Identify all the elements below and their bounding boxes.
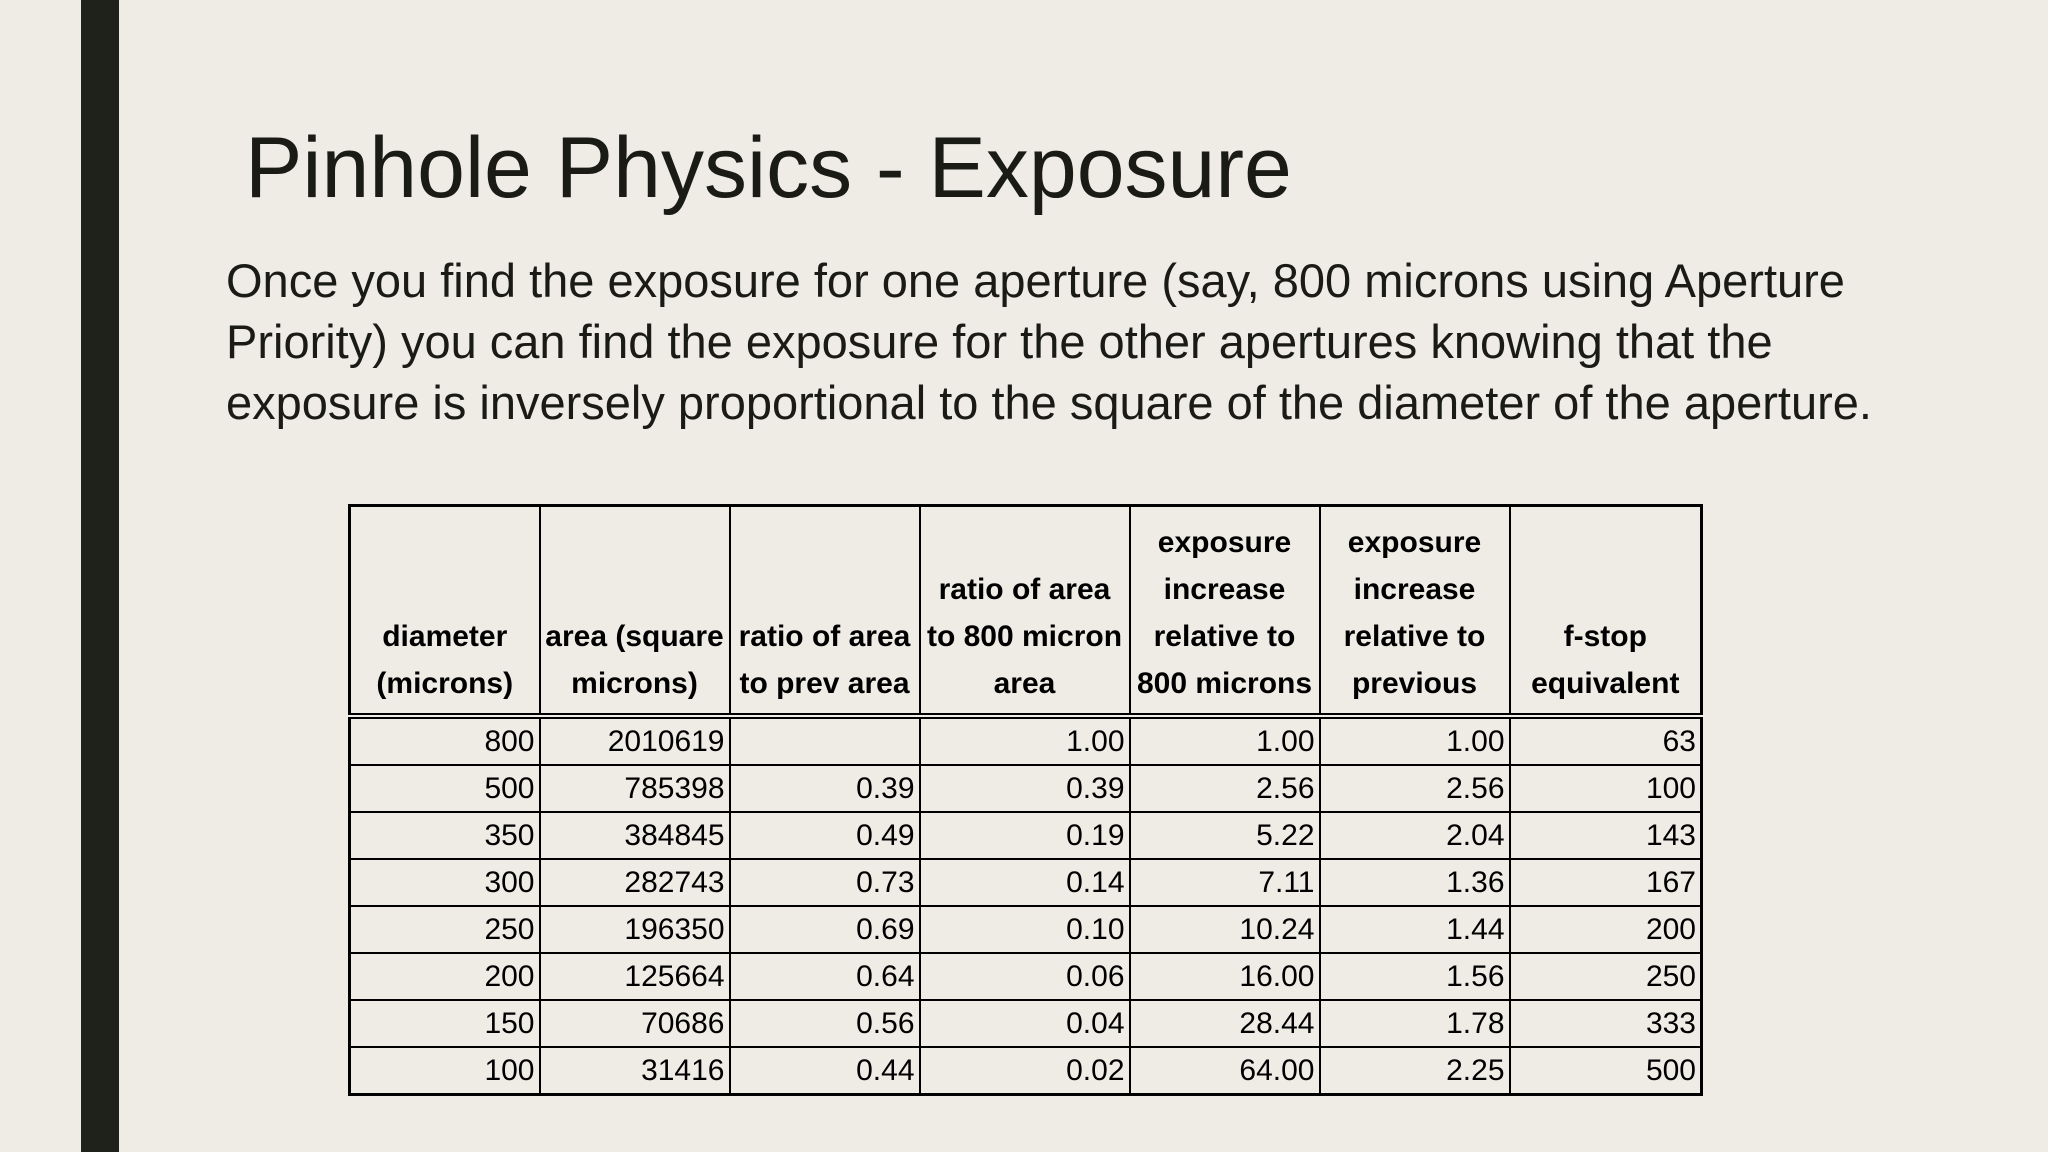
table-body	[350, 716, 1702, 1095]
table-cell: 1.78	[1320, 1000, 1510, 1047]
table-cell: 2.56	[1130, 765, 1320, 812]
table-row	[350, 812, 1702, 859]
table-cell: 1.00	[1320, 716, 1510, 765]
table-cell: 31416	[540, 1047, 730, 1095]
table-cell: 785398	[540, 765, 730, 812]
slide-body-text: Once you find the exposure for one aperture (say, 800 microns using Aperture Priority) you can find the exposure for the other apertures knowing that the exposure is inversely proportional to the square of the diameter of the aperture.	[226, 254, 1872, 429]
slide-accent-bar	[81, 0, 119, 1152]
header-diameter: diameter (microns)	[350, 506, 540, 717]
table-cell: 200	[350, 953, 540, 1000]
table-cell: 0.73	[730, 859, 920, 906]
table-cell: 200	[1510, 906, 1702, 953]
table-cell: 64.00	[1130, 1047, 1320, 1095]
table-cell: 1.00	[1130, 716, 1320, 765]
table-cell: 0.19	[920, 812, 1130, 859]
table-cell: 2010619	[540, 716, 730, 765]
table-cell: 0.56	[730, 1000, 920, 1047]
table-row	[350, 765, 1702, 812]
table-cell: 196350	[540, 906, 730, 953]
header-exposure-prev: exposure increase relative to previous	[1320, 506, 1510, 717]
table-cell: 0.64	[730, 953, 920, 1000]
slide-title: Pinhole Physics - Exposure	[245, 120, 1292, 216]
header-area: area (square microns)	[540, 506, 730, 717]
table-cell: 350	[350, 812, 540, 859]
table-cell: 1.36	[1320, 859, 1510, 906]
table-cell: 100	[1510, 765, 1702, 812]
table-row	[350, 953, 1702, 1000]
table-cell: 150	[350, 1000, 540, 1047]
table-cell: 2.04	[1320, 812, 1510, 859]
table-cell: 100	[350, 1047, 540, 1095]
exposure-table	[348, 504, 1703, 1096]
table-cell: 0.02	[920, 1047, 1130, 1095]
table-cell: 300	[350, 859, 540, 906]
header-ratio-800: ratio of area to 800 micron area	[920, 506, 1130, 717]
table-cell: 384845	[540, 812, 730, 859]
table-cell: 125664	[540, 953, 730, 1000]
table-cell: 0.69	[730, 906, 920, 953]
table-cell	[730, 716, 920, 765]
table-cell: 1.56	[1320, 953, 1510, 1000]
table-row	[350, 859, 1702, 906]
table-row	[350, 716, 1702, 765]
table-cell: 63	[1510, 716, 1702, 765]
table-row	[350, 1047, 1702, 1095]
table-cell: 16.00	[1130, 953, 1320, 1000]
table-cell: 5.22	[1130, 812, 1320, 859]
table-cell: 282743	[540, 859, 730, 906]
table-cell: 0.39	[920, 765, 1130, 812]
table-cell: 800	[350, 716, 540, 765]
table-cell: 500	[350, 765, 540, 812]
table-row	[350, 906, 1702, 953]
table-cell: 143	[1510, 812, 1702, 859]
table-row	[350, 1000, 1702, 1047]
table-cell: 28.44	[1130, 1000, 1320, 1047]
header-exposure-800: exposure increase relative to 800 microns	[1130, 506, 1320, 717]
table-cell: 167	[1510, 859, 1702, 906]
table-cell: 333	[1510, 1000, 1702, 1047]
table-cell: 7.11	[1130, 859, 1320, 906]
table-cell: 70686	[540, 1000, 730, 1047]
table-cell: 0.06	[920, 953, 1130, 1000]
header-fstop: f-stop equivalent	[1510, 506, 1702, 717]
table-cell: 0.44	[730, 1047, 920, 1095]
table-cell: 500	[1510, 1047, 1702, 1095]
header-ratio-prev: ratio of area to prev area	[730, 506, 920, 717]
table-cell: 1.44	[1320, 906, 1510, 953]
table-cell: 10.24	[1130, 906, 1320, 953]
table-cell: 2.56	[1320, 765, 1510, 812]
table-cell: 0.49	[730, 812, 920, 859]
table-cell: 0.39	[730, 765, 920, 812]
table-cell: 0.04	[920, 1000, 1130, 1047]
table-cell: 0.10	[920, 906, 1130, 953]
table-header-row	[350, 506, 1702, 717]
table-cell: 250	[1510, 953, 1702, 1000]
table-cell: 250	[350, 906, 540, 953]
table-cell: 2.25	[1320, 1047, 1510, 1095]
table-cell: 1.00	[920, 716, 1130, 765]
table-cell: 0.14	[920, 859, 1130, 906]
